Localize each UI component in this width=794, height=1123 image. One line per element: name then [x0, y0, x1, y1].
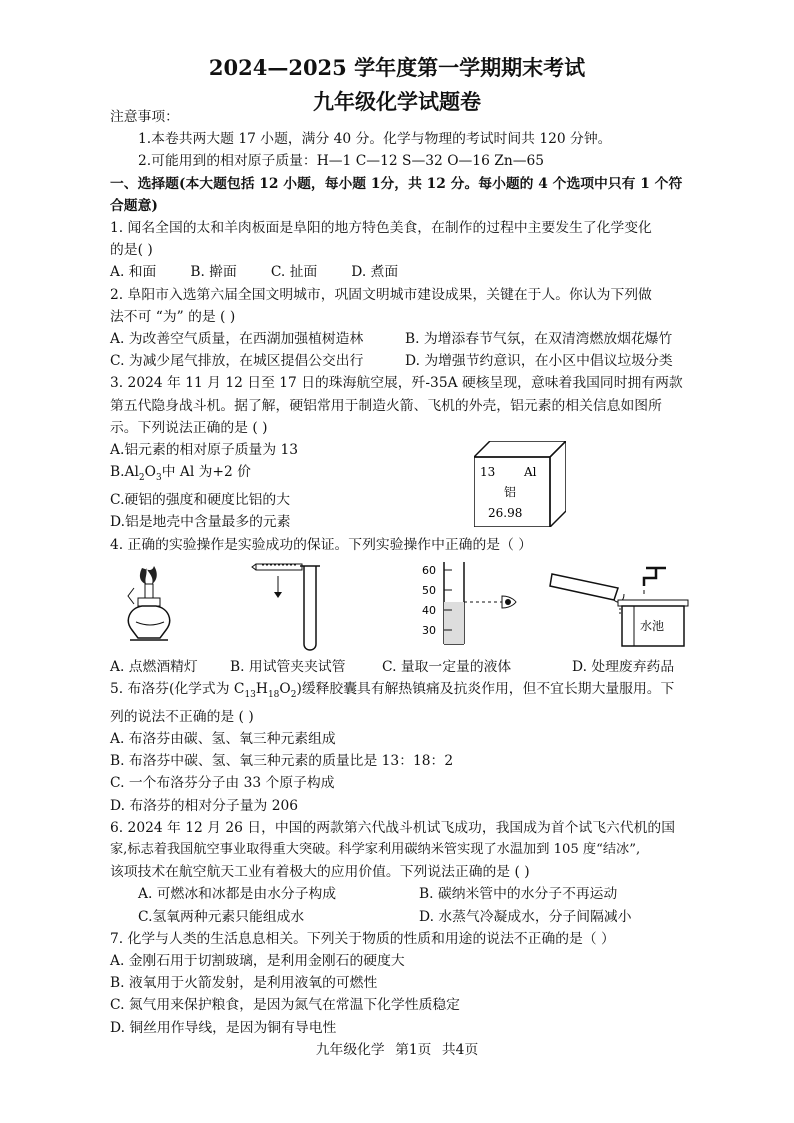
q3-stem: 3. 2024 年 11 月 12 日至 17 日的珠海航空展，歼-35A 硬核呈现，意味着我国同时拥有两款	[110, 375, 683, 392]
element-number: 13	[480, 465, 496, 480]
footer-page: 第1页	[395, 1042, 432, 1058]
q3-option-a: A.铝元素的相对原子质量为 13	[110, 442, 299, 459]
q7-option-c: C. 氮气用来保护粮食，是因为氮气在常温下化学性质稳定	[110, 997, 460, 1014]
q2-stem: 2. 阜阳市入选第六届全国文明城市，巩固文明城市建设成果，关键在于人。你认为下列做	[110, 286, 652, 303]
q3-stem-cont2: 示。下列说法正确的是 ( )	[110, 419, 268, 436]
q2-options-row2	[110, 350, 700, 372]
q5-option-d: D. 布洛芬的相对分子量为 206	[110, 797, 299, 814]
tick-label: 50	[422, 583, 436, 597]
notes-heading: 注意事项：	[110, 109, 179, 125]
q2-options-row1	[110, 328, 700, 350]
q4-option-b: B. 用试管夹夹试管	[230, 658, 346, 675]
page-footer	[0, 1038, 794, 1058]
q5-option-c: C. 一个布洛芬分子由 33 个原子构成	[110, 775, 335, 792]
q3-option-c: C.硬铝的强度和硬度比铝的大	[110, 492, 291, 509]
q6-option-d: D. 水蒸气冷凝成水，分子间隔减小	[419, 908, 632, 925]
q6-option-a: A. 可燃冰和冰都是由水分子构成	[138, 886, 337, 903]
exam-subtitle: 九年级化学试题卷	[313, 89, 481, 114]
q5-option-b: B. 布洛芬中碳、氢、氧三种元素的质量比是 13：18：2	[110, 753, 454, 770]
alcohol-lamp-figure	[120, 560, 180, 650]
element-mass: 26.98	[488, 506, 523, 521]
element-symbol: Al	[524, 465, 537, 480]
section-heading-cont: 合题意)	[110, 197, 158, 214]
exam-body	[110, 106, 700, 1039]
q5-option-a: A. 布洛芬由碳、氢、氧三种元素组成	[110, 730, 336, 747]
q6-stem-cont: 家,标志着我国航空事业取得重大突破。科学家利用碳纳米管实现了水温加到 105 度“结冰”,	[110, 841, 641, 857]
q6-options-row2	[110, 906, 700, 928]
exam-title: 2024—2025 学年度第一学期期末考试	[208, 55, 586, 80]
q3-option-d: D.铝是地壳中含量最多的元素	[110, 514, 291, 531]
q6-stem: 6. 2024 年 12 月 26 日，中国的两款第六代战斗机试飞成功，我国成为首个试飞六代机的国	[110, 819, 675, 836]
q1-stem-cont: 的是( )	[110, 242, 153, 259]
section-heading: 一、选择题(本大题包括 12 小题，每小题 1分，共 12 分。每小题的 4 个选项中只有 1 个符	[110, 175, 683, 192]
q4-option-c: C. 量取一定量的液体	[382, 658, 512, 675]
q4-option-a: A. 点燃酒精灯	[110, 658, 198, 675]
footer-subject: 九年级化学	[315, 1042, 385, 1058]
q1-option-a: A. 和面	[110, 264, 157, 281]
q1-option-d: D. 煮面	[351, 264, 399, 281]
tick-label: 30	[422, 623, 436, 637]
q2-stem-cont: 法不可 “为” 的是 ( )	[110, 308, 236, 325]
q7-option-b: B. 液氧用于火箭发射，是利用液氧的可燃性	[110, 975, 378, 992]
q1-option-b: B. 擀面	[190, 264, 237, 281]
element-name: 铝	[504, 485, 517, 500]
tick-label: 40	[422, 603, 436, 617]
q5-stem: 5. 布洛芬(化学式为 $C_{13}H_{18}O_2$)缓释胶囊具有解热镇痛及抗炎作用，但不宜长期大量服用。下	[110, 680, 675, 700]
q7-option-d: D. 铜丝用作导线，是因为铜有导电性	[110, 1019, 337, 1036]
note-item: 2.可能用到的相对原子质量：H—1 C—12 S—32 O—16 Zn—65	[138, 153, 545, 170]
q1-option-c: C. 扯面	[270, 264, 318, 281]
q7-stem: 7. 化学与人类的生活息息相关。下列关于物质的性质和用途的说法不正确的是（ ）	[110, 930, 615, 947]
sink-disposal-figure	[548, 560, 698, 655]
q2-option-c: C. 为减少尾气排放，在城区提倡公交出行	[110, 353, 364, 370]
note-item: 1.本卷共两大题 17 小题，满分 40 分。化学与物理的考试时间共 120 分钟。	[138, 131, 612, 148]
sink-label: 水池	[640, 618, 665, 633]
q2-option-b: B. 为增添春节气氛，在双清湾燃放烟花爆竹	[405, 331, 673, 348]
q4-figures	[110, 560, 700, 656]
graduated-cylinder-figure	[420, 560, 530, 655]
q2-option-a: A. 为改善空气质量，在西湖加强植树造林	[110, 331, 364, 348]
q1-stem: 1. 闻名全国的太和羊肉板面是阜阳的地方特色美食，在制作的过程中主要发生了化学变化	[110, 220, 652, 237]
q4-option-d: D. 处理废弃药品	[572, 658, 675, 675]
q3-stem-cont: 第五代隐身战斗机。据了解，硬铝常用于制造火箭、飞机的外壳，铝元素的相关信息如图所	[110, 397, 662, 414]
q2-option-d: D. 为增强节约意识，在小区中倡议垃圾分类	[405, 353, 673, 370]
q5-stem-cont: 列的说法不正确的是 ( )	[110, 708, 254, 725]
footer-total: 共4页	[441, 1042, 479, 1058]
test-tube-holder-figure	[250, 560, 330, 655]
aluminum-element-card	[474, 441, 566, 527]
q6-options-row1	[110, 883, 700, 905]
q7-option-a: A. 金刚石用于切割玻璃，是利用金刚石的硬度大	[110, 953, 405, 969]
tick-label: 60	[422, 563, 436, 577]
q3-option-b: $B.Al_2O_3$中 Al 为+2 价	[110, 464, 251, 483]
q3-options	[110, 439, 700, 534]
q4-stem: 4. 正确的实验操作是实验成功的保证。下列实验操作中正确的是（ ）	[110, 536, 533, 553]
q1-options	[110, 261, 700, 283]
q6-option-c: C.氢氧两种元素只能组成水	[138, 908, 305, 925]
q4-captions	[110, 656, 700, 678]
q6-stem-cont2: 该项技术在航空航天工业有着极大的应用价值。下列说法正确的是 ( )	[110, 864, 530, 881]
q6-option-b: B. 碳纳米管中的水分子不再运动	[419, 886, 618, 903]
